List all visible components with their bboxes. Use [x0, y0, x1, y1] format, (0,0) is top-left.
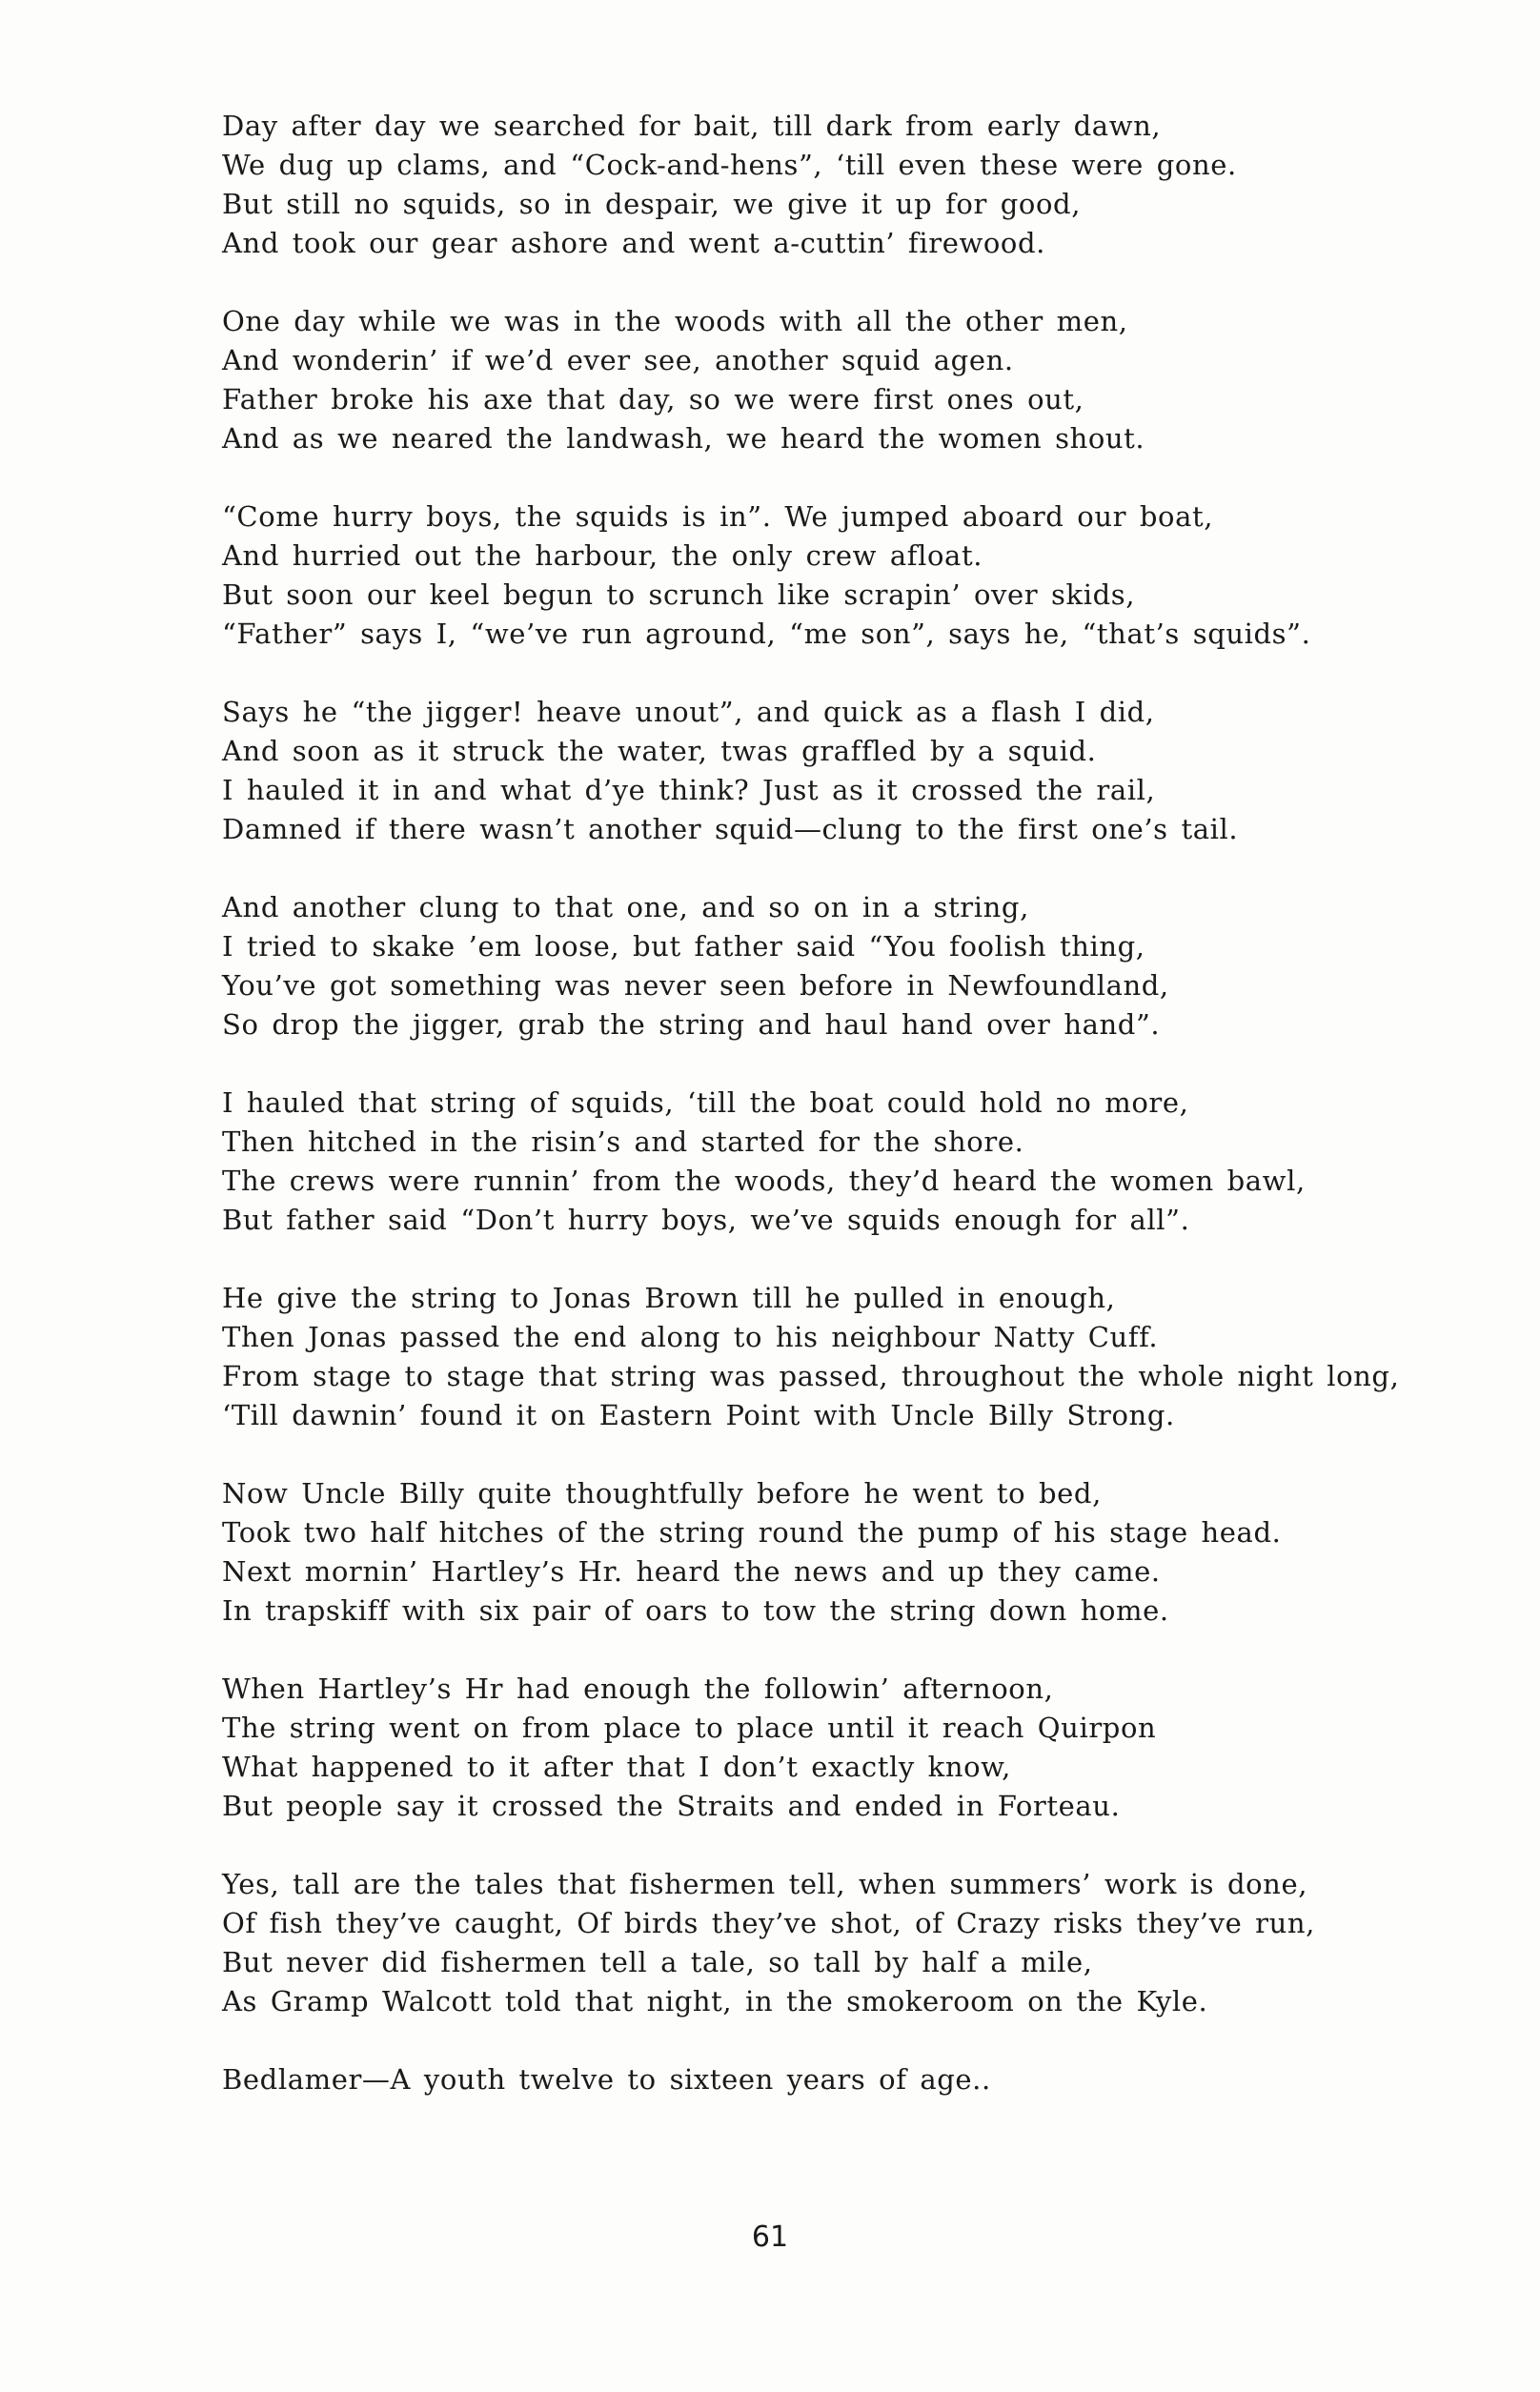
- poem-line: The crews were runnin’ from the woods, they’d heard the women bawl,: [222, 1165, 1306, 1197]
- poem-line: As Gramp Walcott told that night, in the smokeroom on the Kyle.: [222, 1985, 1208, 2017]
- poem-body: [222, 107, 1499, 2099]
- poem-line: I hauled it in and what d’ye think? Just as it crossed the rail,: [222, 774, 1156, 806]
- poem-line: Damned if there wasn’t another squid—clung to the first one’s tail.: [222, 813, 1239, 845]
- poem-line: “Father” says I, “we’ve run aground, “me son”, says he, “that’s squids”.: [222, 618, 1311, 650]
- page-number: 61: [751, 2220, 789, 2254]
- poem-line: One day while we was in the woods with all the other men,: [222, 305, 1128, 337]
- poem-line: Then hitched in the risin’s and started for the shore.: [222, 1125, 1024, 1158]
- stanza-9: [222, 1670, 1499, 1826]
- poem-line: Day after day we searched for bait, till dark from early dawn,: [222, 110, 1162, 142]
- poem-line: You’ve got something was never seen before in Newfoundland,: [222, 969, 1169, 1002]
- poem-line: Says he “the jigger! heave unout”, and quick as a flash I did,: [222, 696, 1155, 728]
- poem-line: And wonderin’ if we’d ever see, another squid agen.: [222, 344, 1014, 376]
- stanza-10: [222, 1865, 1499, 2021]
- poem-line: And another clung to that one, and so on in a string,: [222, 891, 1029, 923]
- poem-line: Father broke his axe that day, so we were first ones out,: [222, 383, 1084, 416]
- stanza-1: [222, 107, 1499, 263]
- poem-line: And took our gear ashore and went a-cuttin’ firewood.: [222, 227, 1045, 259]
- poem-line: But never did fishermen tell a tale, so tall by half a mile,: [222, 1946, 1093, 1978]
- poem-line: Now Uncle Billy quite thoughtfully before he went to bed,: [222, 1477, 1102, 1510]
- poem-line: Yes, tall are the tales that fishermen tell, when summers’ work is done,: [222, 1868, 1308, 1900]
- stanza-7: [222, 1279, 1499, 1435]
- poem-line: But father said “Don’t hurry boys, we’ve squids enough for all”.: [222, 1204, 1190, 1236]
- poem-line: What happened to it after that I don’t exactly know,: [222, 1751, 1011, 1783]
- poem-line: Took two half hitches of the string round the pump of his stage head.: [222, 1516, 1282, 1549]
- poem-line: When Hartley’s Hr had enough the followin’ afternoon,: [222, 1672, 1054, 1705]
- poem-line: He give the string to Jonas Brown till he pulled in enough,: [222, 1282, 1116, 1314]
- poem-line: I hauled that string of squids, ‘till the boat could hold no more,: [222, 1086, 1189, 1119]
- poem-line: From stage to stage that string was passed, throughout the whole night long,: [222, 1360, 1400, 1392]
- poem-line: Then Jonas passed the end along to his neighbour Natty Cuff.: [222, 1321, 1159, 1353]
- poem-line: And soon as it struck the water, twas graffled by a squid.: [222, 735, 1097, 767]
- poem-line: Next mornin’ Hartley’s Hr. heard the news and up they came.: [222, 1555, 1161, 1588]
- poem-line: “Come hurry boys, the squids is in”. We jumped aboard our boat,: [222, 500, 1214, 533]
- poem-line: We dug up clams, and “Cock-and-hens”, ‘till even these were gone.: [222, 149, 1237, 181]
- stanza-4: [222, 693, 1499, 849]
- poem-line: Of fish they’ve caught, Of birds they’ve shot, of Crazy risks they’ve run,: [222, 1907, 1315, 1939]
- poem-line: In trapskiff with six pair of oars to tow the string down home.: [222, 1594, 1169, 1627]
- stanza-2: [222, 302, 1499, 458]
- poem-line: But people say it crossed the Straits and ended in Forteau.: [222, 1790, 1121, 1822]
- poem-line: So drop the jigger, grab the string and haul hand over hand”.: [222, 1008, 1161, 1041]
- poem-line: But still no squids, so in despair, we give it up for good,: [222, 188, 1082, 220]
- poem-line: And as we neared the landwash, we heard the women shout.: [222, 422, 1145, 455]
- poem-line: ‘Till dawnin’ found it on Eastern Point with Uncle Billy Strong.: [222, 1399, 1175, 1431]
- poem-line: The string went on from place to place until it reach Quirpon: [222, 1712, 1157, 1744]
- stanza-3: [222, 497, 1499, 654]
- poem-line: But soon our keel begun to scrunch like scrapin’ over skids,: [222, 578, 1136, 611]
- stanza-6: [222, 1084, 1499, 1240]
- stanza-8: [222, 1474, 1499, 1631]
- stanza-5: [222, 888, 1499, 1044]
- footnote: Bedlamer—A youth twelve to sixteen years of age..: [222, 2063, 991, 2096]
- poem-line: And hurried out the harbour, the only crew afloat.: [222, 539, 983, 572]
- poem-line: I tried to skake ’em loose, but father said “You foolish thing,: [222, 930, 1145, 963]
